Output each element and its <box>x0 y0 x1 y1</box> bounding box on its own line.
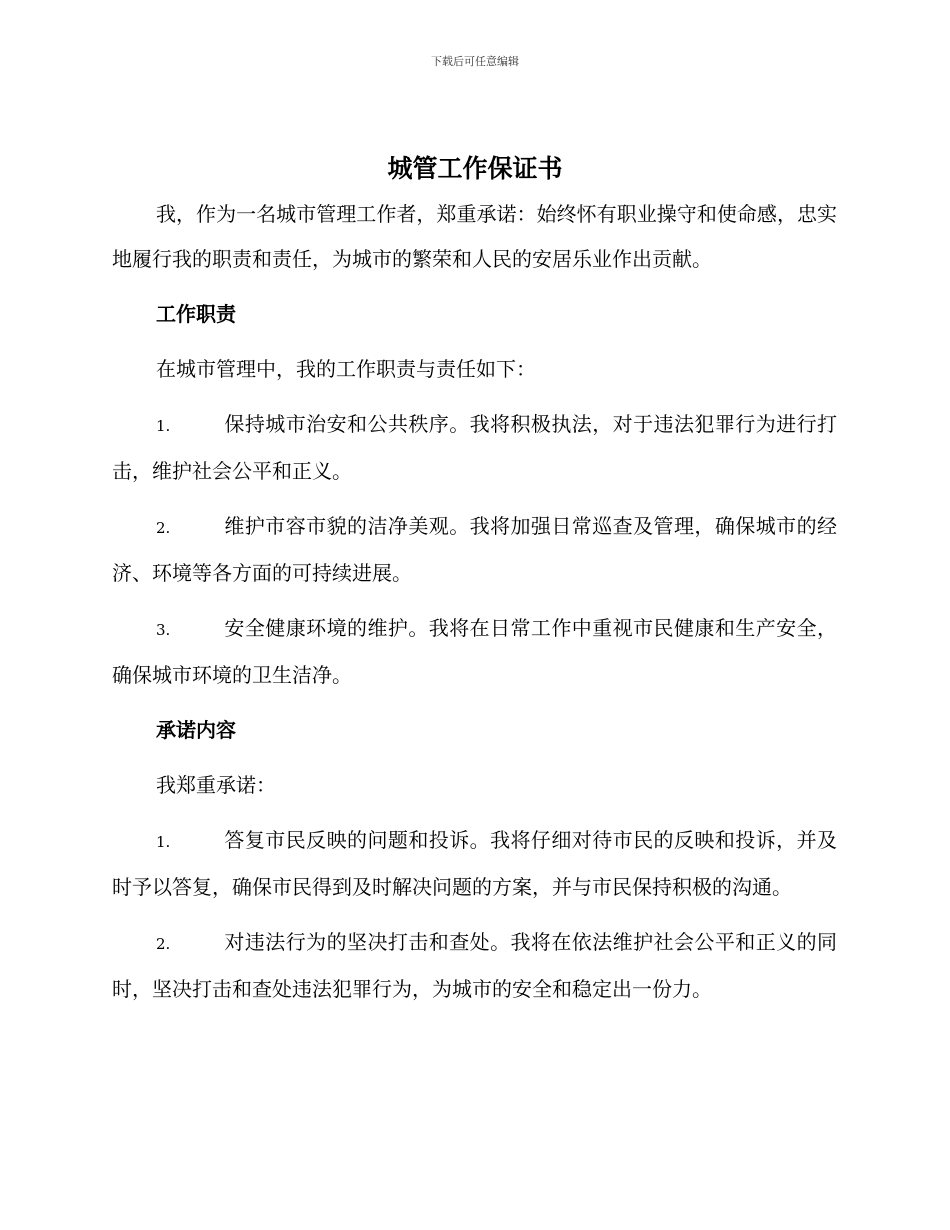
document-body <box>112 192 837 1022</box>
list-item-text: 答复市民反映的问题和投诉。我将仔细对待市民的反映和投诉，并及时予以答复，确保市民得到及时解决问题的方案，并与市民保持积极的沟通。 <box>112 828 837 899</box>
list-number: 2. <box>156 935 171 953</box>
list-number: 3. <box>156 621 171 639</box>
commitments-lead-paragraph: 我郑重承诺： <box>156 773 276 797</box>
list-item-text: 维护市容市貌的洁净美观。我将加强日常巡查及管理，确保城市的经济、环境等各方面的可持续进展。 <box>112 514 837 585</box>
duty-item-2 <box>112 504 837 596</box>
section-heading-commitments: 承诺内容 <box>156 718 236 742</box>
list-number: 1. <box>156 417 171 435</box>
duty-item-3 <box>112 606 837 698</box>
section-heading-duties: 工作职责 <box>156 302 236 326</box>
list-item-text: 保持城市治安和公共秩序。我将积极执法，对于违法犯罪行为进行打击，维护社会公平和正义。 <box>112 412 837 483</box>
duty-item-1 <box>112 402 837 494</box>
document-title: 城管工作保证书 <box>387 154 563 183</box>
commitment-item-1 <box>112 818 837 910</box>
list-number: 1. <box>156 833 171 851</box>
list-number: 2. <box>156 519 171 537</box>
page-header-note: 下载后可任意编辑 <box>431 55 519 68</box>
duties-lead-paragraph: 在城市管理中，我的工作职责与责任如下： <box>156 357 536 381</box>
commitment-item-2 <box>112 920 837 1012</box>
list-item-text: 对违法行为的坚决打击和查处。我将在依法维护社会公平和正义的同时，坚决打击和查处违法犯罪行为，为城市的安全和稳定出一份力。 <box>112 930 837 1001</box>
list-item-text: 安全健康环境的维护。我将在日常工作中重视市民健康和生产安全，确保城市环境的卫生洁净。 <box>112 616 837 687</box>
intro-paragraph: 我，作为一名城市管理工作者，郑重承诺：始终怀有职业操守和使命感，忠实地履行我的职责和责任，为城市的繁荣和人民的安居乐业作出贡献。 <box>112 202 837 271</box>
